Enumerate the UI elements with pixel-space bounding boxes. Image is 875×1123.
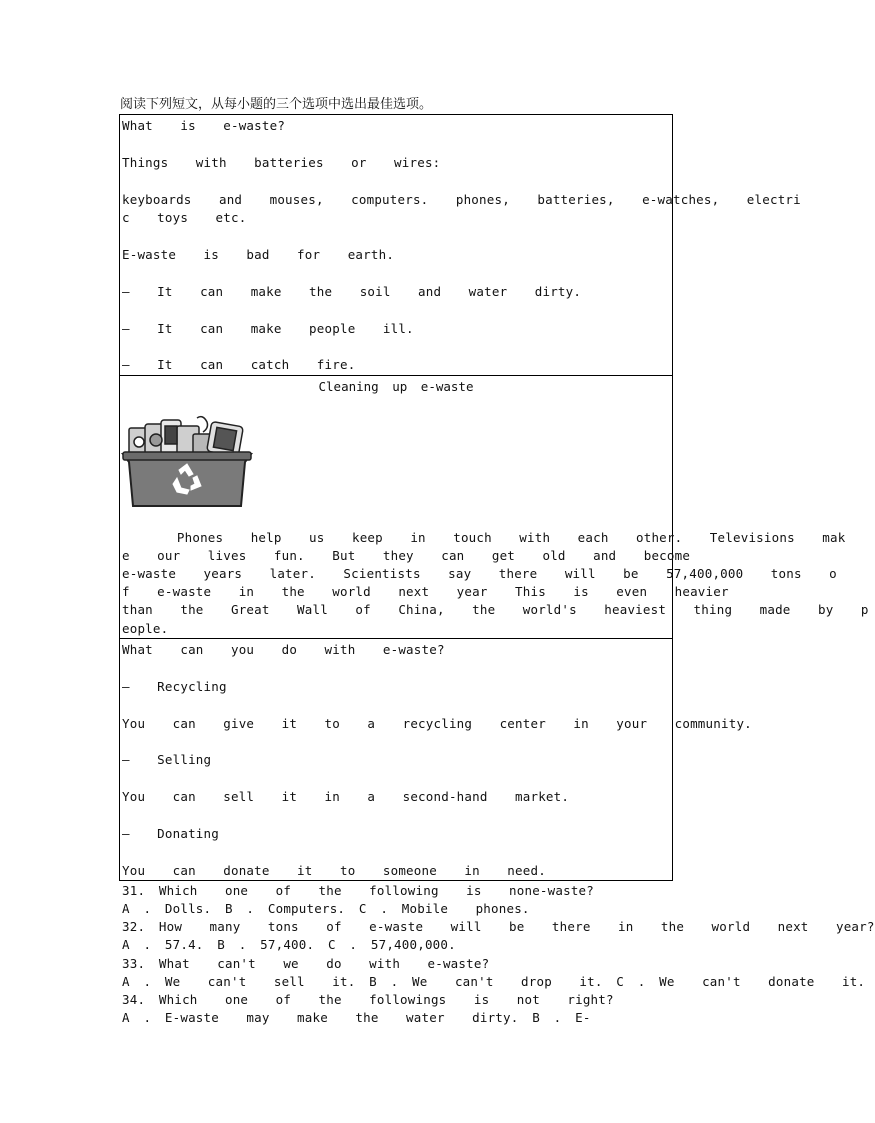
option-detail: You can give it to a recycling center in your community. xyxy=(122,716,752,731)
question-31: 31. Which one of the following is none-waste? xyxy=(122,883,595,898)
paragraph-line: e-waste years later. Scientists say there will be 57,400,000 tons o xyxy=(122,566,837,581)
paragraph-line: eople. xyxy=(122,621,169,636)
option-detail: You can sell it in a second-hand market. xyxy=(122,789,570,804)
reason-item: — It can make people ill. xyxy=(122,321,414,336)
paragraph-line: e our lives fun. But they can get old and become xyxy=(122,548,691,563)
question-34-options: A . E-waste may make the water dirty. B . E- xyxy=(122,1010,591,1025)
question-31-options: A . Dolls. B . Computers. C . Mobile phones. xyxy=(122,901,530,916)
section2-title: Cleaning up e-waste xyxy=(318,379,474,394)
option-heading: — Recycling xyxy=(122,679,227,694)
question-33: 33. What can't we do with e-waste? xyxy=(122,956,490,971)
option-heading: — Donating xyxy=(122,826,219,841)
reason-item: — It can catch fire. xyxy=(122,357,356,372)
reason-item: — It can make the soil and water dirty. xyxy=(122,284,582,299)
section3-question: What can you do with e-waste? xyxy=(122,642,445,657)
question-34: 34. Which one of the followings is not right? xyxy=(122,992,614,1007)
bad-heading: E-waste is bad for earth. xyxy=(122,247,395,262)
paragraph-line: f e-waste in the world next year This is even heavier xyxy=(122,584,729,599)
recycle-bin-image xyxy=(121,414,253,508)
paragraph-line: than the Great Wall of China, the world's heaviest thing made by p xyxy=(122,602,869,617)
instruction: 阅读下列短文，从每小题的三个选项中选出最佳选项。 xyxy=(120,97,433,112)
items-line2: c toys etc. xyxy=(122,210,247,225)
items-line1: keyboards and mouses, computers. phones, batteries, e-watches, electri xyxy=(122,192,801,207)
question-33-options: A . We can't sell it. B . We can't drop it. C . We can't donate it. xyxy=(122,974,866,989)
paragraph-line: Phones help us keep in touch with each other. Televisions mak xyxy=(122,530,846,545)
section1-question: What is e-waste? xyxy=(122,118,286,133)
things-heading: Things with batteries or wires: xyxy=(122,155,441,170)
recycle-bin-icon xyxy=(121,414,253,508)
question-32-options: A . 57.4. B . 57,400. C . 57,400,000. xyxy=(122,937,456,952)
option-heading: — Selling xyxy=(122,752,212,767)
question-32: 32. How many tons of e-waste will be there in the world next year? xyxy=(122,919,875,934)
option-detail: You can donate it to someone in need. xyxy=(122,863,546,878)
